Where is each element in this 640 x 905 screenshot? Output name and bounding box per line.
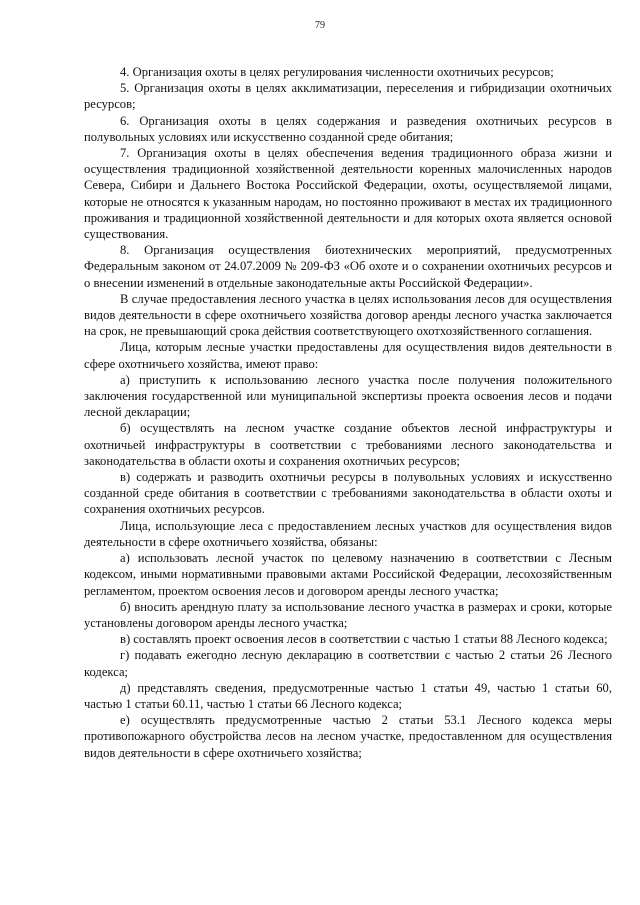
paragraph-item-6: 6. Организация охоты в целях содержания и разведения охотничьих ресурсов в полувольных условиях или искусственно созданной среде обитания; bbox=[84, 113, 612, 144]
body-text bbox=[84, 64, 612, 761]
paragraph-duty-v: в) составлять проект освоения лесов в соответствии с частью 1 статьи 88 Лесного кодекса; bbox=[120, 632, 608, 647]
paragraph-duty-d: д) представлять сведения, предусмотренные частью 1 статьи 49, частью 1 статьи 60, частью 1 статьи 60.11, частью 1 статьи 66 Лесного кодекса; bbox=[84, 680, 612, 711]
paragraph-item-8: 8. Организация осуществления биотехнических мероприятий, предусмотренных Федеральным законом от 24.07.2009 № 209-ФЗ «Об охоте и о сохранении охотничьих ресурсов и о внесении изменений в отдельные законодательные акты Российской Федерации». bbox=[84, 243, 612, 290]
paragraph-item-5: 5. Организация охоты в целях акклиматизации, переселения и гибридизации охотничьих ресурсов; bbox=[84, 81, 612, 112]
paragraph-lease-term: В случае предоставления лесного участка в целях использования лесов для осуществления видов деятельности в сфере охотничьего хозяйства договор аренды лесного участка заключается на срок, не превышающий срока действия соответствующего охотхозяйственного соглашения. bbox=[84, 291, 612, 339]
paragraph-duty-e: е) осуществлять предусмотренные частью 2 статьи 53.1 Лесного кодекса меры противопожарного обустройства лесов на лесном участке, предоставленном для осуществления видов деятельности в сфере охотничьего хозяйства; bbox=[84, 713, 612, 760]
paragraph-right-a: а) приступить к использованию лесного участка после получения положительного заключения государственной или муниципальной экспертизы проекта освоения лесов и подачи лесной декларации; bbox=[84, 372, 612, 420]
paragraph-duty-a: а) использовать лесной участок по целевому назначению в соответствии с Лесным кодексом, иными нормативными правовыми актами Российской Федерации, лесохозяйственным регламентом, проектом освоения лесов и договором аренды лесного участка; bbox=[84, 551, 612, 598]
paragraph-rights-intro: Лица, которым лесные участки предоставлены для осуществления видов деятельности в сфере охотничьего хозяйства, имеют право: bbox=[84, 340, 612, 371]
paragraph-item-7: 7. Организация охоты в целях обеспечения ведения традиционного образа жизни и осуществления традиционной хозяйственной деятельности коренных малочисленных народов Севера, Сибири и Дальнего Востока Российской Федерации, охоты, осуществляемой лицами, которые не относятся к указанным народам, но постоянно проживают в местах их традиционного проживания и традиционной хозяйственной деятельности и для которых охота является основой существования. bbox=[84, 146, 612, 242]
paragraph-duty-g: г) подавать ежегодно лесную декларацию в соответствии с частью 2 статьи 26 Лесного кодекса; bbox=[84, 648, 612, 679]
paragraph-item-4: 4. Организация охоты в целях регулирования численности охотничьих ресурсов; bbox=[120, 65, 554, 79]
paragraph-right-v: в) содержать и разводить охотничьи ресурсы в полувольных условиях и искусственно созданной среде обитания в соответствии с требованиями законодательства в области охоты и сохранения охотничьих ресурсов. bbox=[84, 470, 612, 517]
paragraph-right-b: б) осуществлять на лесном участке создание объектов лесной инфраструктуры и охотничьей инфраструктуры в соответствии с требованиями лесного законодательства и законодательства в области охоты и сохранения охотничьих ресурсов; bbox=[84, 421, 612, 468]
paragraph-duty-b: б) вносить арендную плату за использование лесного участка в размерах и сроки, которые установлены договором аренды лесного участка; bbox=[84, 599, 612, 630]
paragraph-duties-intro: Лица, использующие леса с предоставлением лесных участков для осуществления видов деятельности в сфере охотничьего хозяйства, обязаны: bbox=[84, 518, 612, 549]
page-number: 79 bbox=[315, 20, 325, 31]
